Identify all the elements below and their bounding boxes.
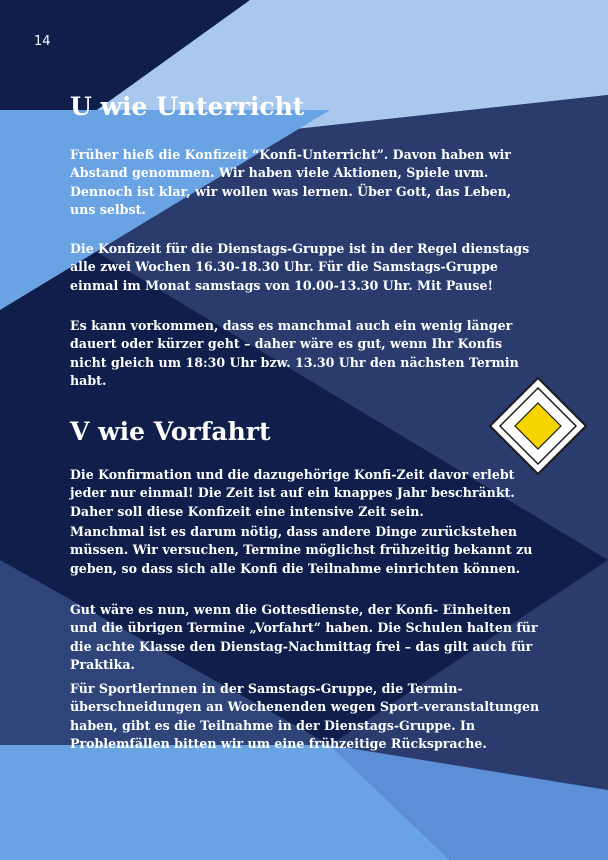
paragraph-vorfahrt-1: Die Konfirmation und die dazugehörige Konfi-Zeit davor erlebt jeder nur einmal! Die Zeit ist auf ein knappes Jahr beschränkt. Daher soll diese Konfizeit eine intensive Zeit sein. xyxy=(70,467,515,519)
heading-v-wie-vorfahrt: V wie Vorfahrt xyxy=(70,417,271,446)
paragraph-unterricht-times: Die Konfizeit für die Dienstags-Gruppe ist in der Regel dienstags alle zwei Wochen 16.30-18.30 Uhr. Für die Samstags-Gruppe einmal im Monat samstags von 10.00-13.30 Uhr. Mit Pause! xyxy=(70,241,530,293)
paragraph-unterricht-intro: Früher hieß die Konfizeit “Konfi-Unterricht”. Davon haben wir Abstand genommen. Wir haben viele Aktionen, Spiele uvm. Dennoch ist klar, wir wollen was lernen. Über Gott, das Leben, uns selbst. xyxy=(70,147,512,218)
priority-road-sign-icon xyxy=(488,376,588,476)
page-number: 14 xyxy=(34,34,51,49)
heading-u-wie-unterricht: U wie Unterricht xyxy=(70,92,305,121)
paragraph-vorfahrt-2: Manchmal ist es darum nötig, dass andere Dinge zurückstehen müssen. Wir versuchen, Termine möglichst frühzeitig bekannt zu geben, so dass sich alle Konfi die Teilnahme einrichten können. xyxy=(70,524,533,576)
paragraph-vorfahrt-3: Gut wäre es nun, wenn die Gottesdienste, der Konfi- Einheiten und die übrigen Termine „Vorfahrt“ haben. Die Schulen halten für die achte Klasse den Dienstag-Nachmittag frei – das gilt auch für Praktika. xyxy=(70,602,538,673)
paragraph-unterricht-duration: Es kann vorkommen, dass es manchmal auch ein wenig länger dauert oder kürzer geht – daher wäre es gut, wenn Ihr Konfis nicht gleich um 18:30 Uhr bzw. 13.30 Uhr den nächsten Termin habt. xyxy=(70,318,519,389)
paragraph-vorfahrt-4: Für Sportlerinnen in der Samstags-Gruppe, die Termin-überschneidungen an Wochenenden wegen Sport-veranstaltungen haben, gibt es die Teilnahme in der Dienstags-Gruppe. In Problemfällen bitten wir um eine frühzeitige Rücksprache. xyxy=(70,681,540,752)
